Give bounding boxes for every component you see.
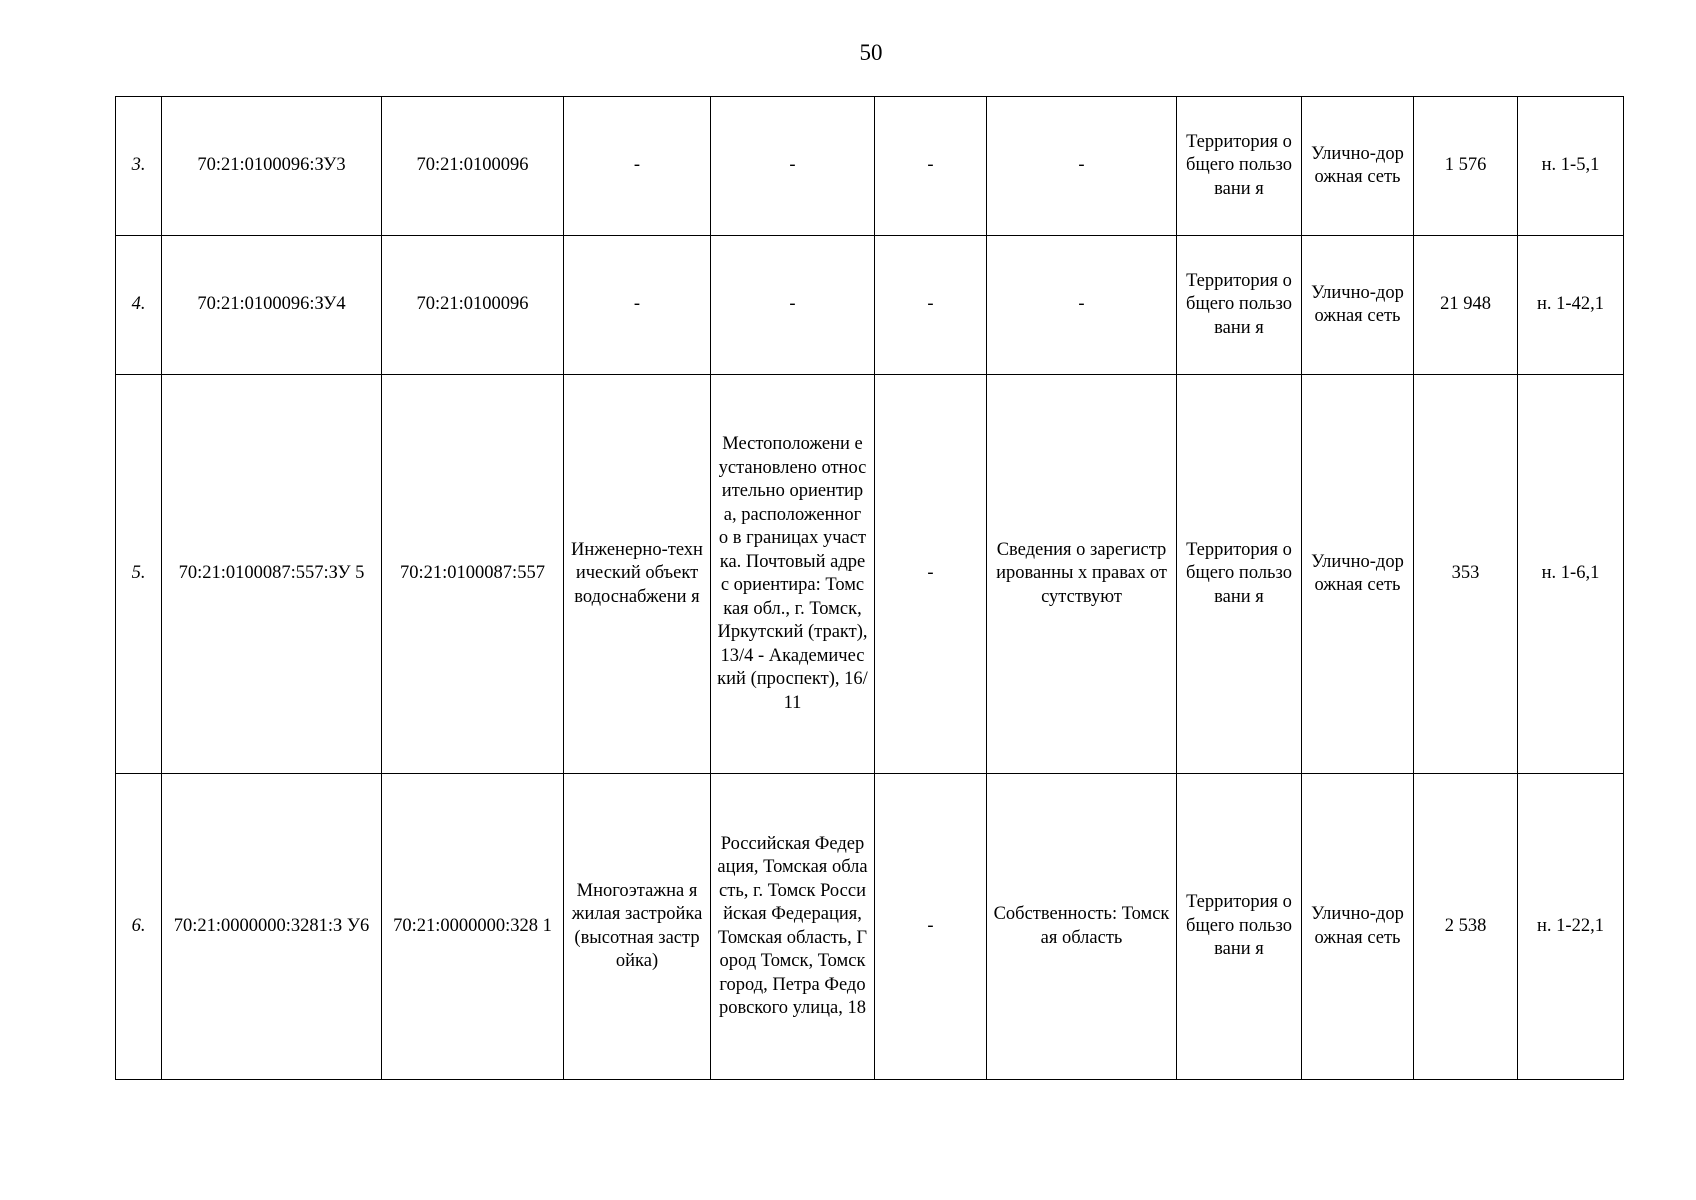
permitted-use: - <box>564 97 711 236</box>
rights-info: - <box>987 97 1177 236</box>
permitted-use: Инженерно-технический объект водоснабжени я <box>564 375 711 774</box>
address: - <box>711 97 875 236</box>
encumbrance: - <box>875 774 987 1080</box>
table-row <box>116 375 1624 774</box>
plot-area: 2 538 <box>1414 774 1518 1080</box>
permitted-use: - <box>564 236 711 375</box>
plot-cadastral-number: 70:21:0100087:557:ЗУ 5 <box>162 375 382 774</box>
table-row <box>116 774 1624 1080</box>
use-category: Улично-дорожная сеть <box>1302 97 1414 236</box>
source-cadastral-number: 70:21:0100096 <box>382 236 564 375</box>
boundary-points: н. 1-6,1 <box>1518 375 1624 774</box>
encumbrance: - <box>875 375 987 774</box>
boundary-points: н. 1-42,1 <box>1518 236 1624 375</box>
territory-type: Территория общего пользовани я <box>1177 236 1302 375</box>
use-category: Улично-дорожная сеть <box>1302 375 1414 774</box>
source-cadastral-number: 70:21:0100087:557 <box>382 375 564 774</box>
address: - <box>711 236 875 375</box>
land-plots-table <box>115 96 1624 1080</box>
rights-info: Собственность: Томская область <box>987 774 1177 1080</box>
address: Российская Федерация, Томская область, г. Томск Российская Федерация, Томская область, Город Томск, Томск город, Петра Федоровского улица, 18 <box>711 774 875 1080</box>
address: Местоположени е установлено относительно ориентира, расположенног о в границах участка. Почтовый адрес ориентира: Томская обл., г. Томск, Иркутский (тракт), 13/4 - Академический (проспект), 16/11 <box>711 375 875 774</box>
source-cadastral-number: 70:21:0000000:328 1 <box>382 774 564 1080</box>
plot-cadastral-number: 70:21:0100096:ЗУ4 <box>162 236 382 375</box>
territory-type: Территория общего пользовани я <box>1177 774 1302 1080</box>
row-number: 6. <box>116 774 162 1080</box>
plot-cadastral-number: 70:21:0100096:ЗУ3 <box>162 97 382 236</box>
permitted-use: Многоэтажна я жилая застройка (высотная застройка) <box>564 774 711 1080</box>
table-row <box>116 236 1624 375</box>
plot-area: 353 <box>1414 375 1518 774</box>
rights-info: Сведения о зарегистрированны х правах отсутствуют <box>987 375 1177 774</box>
page-number: 50 <box>859 40 883 65</box>
boundary-points: н. 1-22,1 <box>1518 774 1624 1080</box>
use-category: Улично-дорожная сеть <box>1302 774 1414 1080</box>
plot-area: 21 948 <box>1414 236 1518 375</box>
encumbrance: - <box>875 97 987 236</box>
row-number: 5. <box>116 375 162 774</box>
territory-type: Территория общего пользовани я <box>1177 97 1302 236</box>
row-number: 4. <box>116 236 162 375</box>
plot-area: 1 576 <box>1414 97 1518 236</box>
row-number: 3. <box>116 97 162 236</box>
use-category: Улично-дорожная сеть <box>1302 236 1414 375</box>
table-row <box>116 97 1624 236</box>
plot-cadastral-number: 70:21:0000000:3281:З У6 <box>162 774 382 1080</box>
rights-info: - <box>987 236 1177 375</box>
boundary-points: н. 1-5,1 <box>1518 97 1624 236</box>
source-cadastral-number: 70:21:0100096 <box>382 97 564 236</box>
territory-type: Территория общего пользовани я <box>1177 375 1302 774</box>
encumbrance: - <box>875 236 987 375</box>
